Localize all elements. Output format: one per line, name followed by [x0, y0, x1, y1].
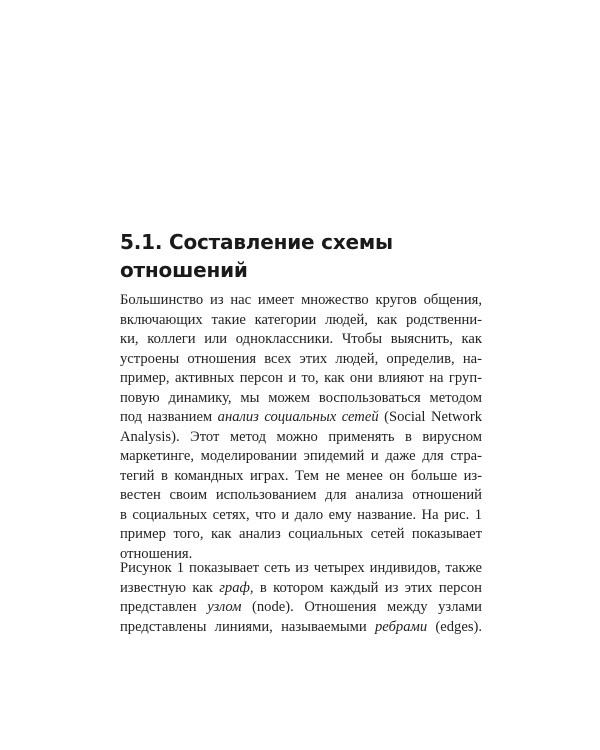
text-line: пример, активных персон и то, как они влияют на груп-: [120, 370, 482, 386]
text-line: Большинство из нас имеет множество кругов общения,: [120, 292, 482, 308]
text-line: маркетинге, моделировании эпидемий и даже для стра-: [120, 448, 482, 464]
paragraph-1: [120, 291, 482, 564]
text-line: представлены линиями, называемыми ребрами (edges).: [120, 618, 483, 635]
text-line: Рисунок 1 показывает сеть из четырех индивидов, также: [120, 560, 482, 576]
text-line: пример того, как анализ социальных сетей показывает: [120, 526, 482, 542]
text-line: повую динамику, мы можем воспользоваться методом: [120, 389, 482, 406]
section-heading-line-2: отношений: [120, 258, 248, 282]
paragraph-2: [120, 559, 482, 637]
section-heading: [120, 228, 480, 284]
section-heading-line-1: 5.1. Составление схемы: [120, 230, 393, 254]
term-italic: узлом: [207, 599, 242, 615]
text-line: включающих такие категории людей, как родственни-: [120, 311, 482, 328]
text-line: Analysis). Этот метод можно применять в вирусном: [120, 428, 482, 445]
term-italic: ребрами: [374, 618, 428, 635]
text-line: тегий в командных играх. Тем не менее он больше из-: [120, 467, 482, 484]
term-italic: граф: [219, 579, 250, 596]
text-line: в социальных сетях, что и дало ему название. На рис. 1: [120, 506, 482, 523]
text-line: под названием анализ социальных сетей (Social Network: [120, 409, 483, 425]
text-line: вестен своим использованием для анализа отношений: [120, 487, 482, 503]
term-italic: анализ социальных сетей: [217, 409, 379, 425]
text-line: отношения.: [120, 545, 193, 562]
text-line: ки, коллеги или одноклассники. Чтобы выяснить, как: [120, 331, 482, 347]
text-line: представлен узлом (node). Отношения между узлами: [120, 599, 482, 615]
text-line: устроены отношения всех этих людей, определив, на-: [120, 350, 482, 367]
text-line: известную как граф, в котором каждый из этих персон: [120, 579, 482, 596]
